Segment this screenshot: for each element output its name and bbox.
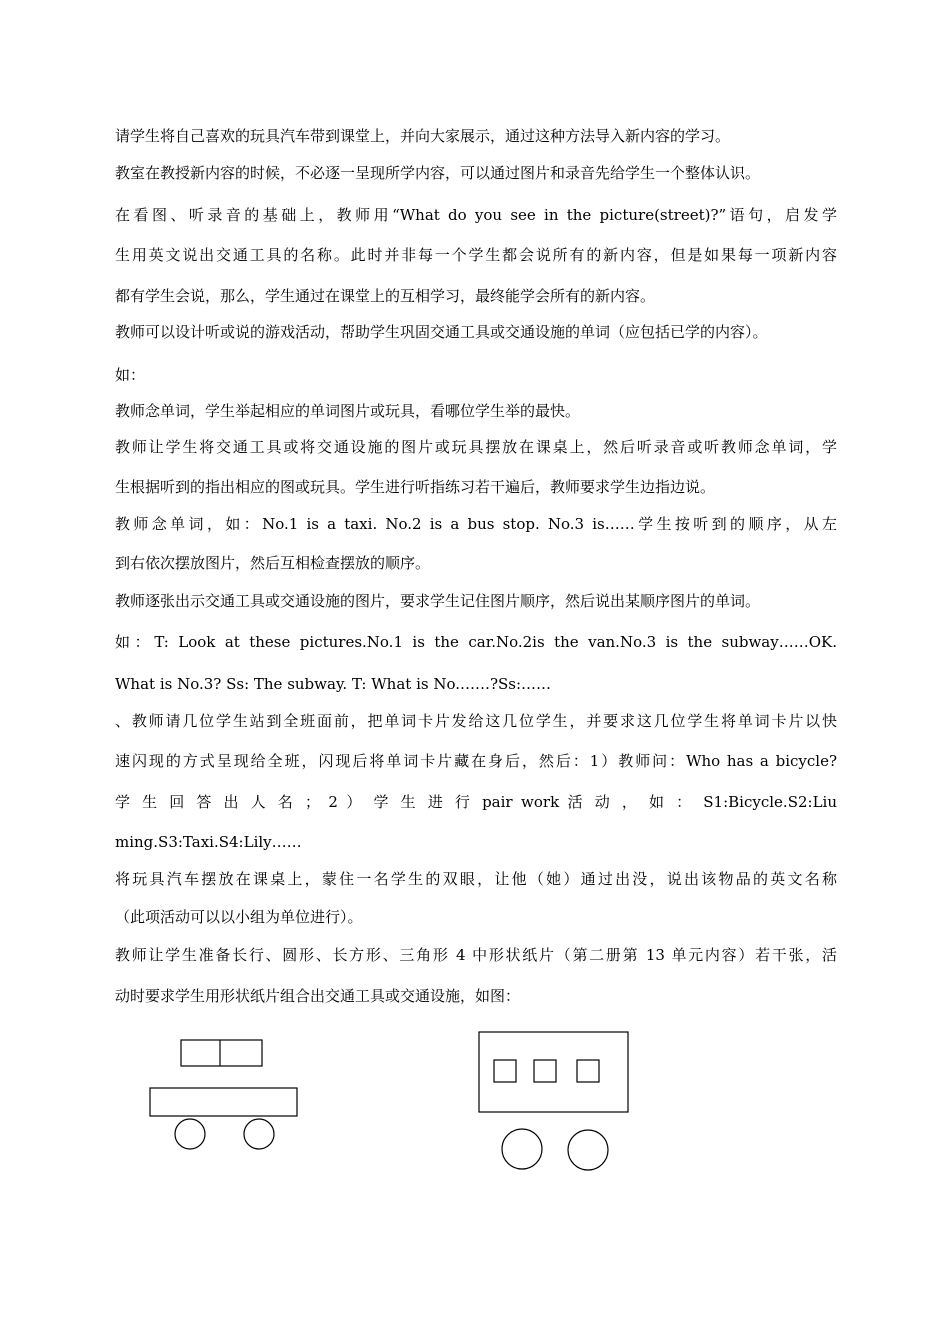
paragraph-line: （此项活动可以以小组为单位进行）。 (115, 908, 363, 926)
bus-window-square (534, 1060, 556, 1082)
car-roof-rect (181, 1040, 262, 1066)
paragraph-line: 生根据听到的指出相应的图或玩具。学生进行听指练习若干遍后，教师要求学生边指边说。 (115, 478, 716, 496)
paragraph-line: 如：T: Look at these pictures.No.1 is the car.No.2is the van.No.3 is the subway……OK. (115, 633, 837, 651)
paragraph-line: 动时要求学生用形状纸片组合出交通工具或交通设施，如图： (115, 987, 521, 1005)
bus-body-rect (479, 1032, 628, 1112)
paragraph-line: 如： (115, 366, 146, 384)
paragraph-line: What is No.3? Ss: The subway. T: What is No.……?Ss:…… (115, 675, 552, 693)
bus-wheel-circle (502, 1129, 542, 1169)
bus-figure (479, 1032, 628, 1170)
bus-window-square (494, 1060, 516, 1082)
paragraph-line: 都有学生会说，那么，学生通过在课堂上的互相学习，最终能学会所有的新内容。 (115, 287, 656, 305)
paragraph-line: 、教师请几位学生站到全班面前，把单词卡片发给这几位学生，并要求这几位学生将单词卡片以快 (115, 712, 837, 730)
paragraph-line: 教师让学生将交通工具或将交通设施的图片或玩具摆放在课桌上，然后听录音或听教师念单词，学 (115, 438, 837, 456)
car-body-rect (150, 1088, 297, 1116)
paragraph-line: 在看图、听录音的基础上，教师用“What do you see in the picture(street)?”语句，启发学 (115, 206, 837, 224)
paragraph-line: 教师让学生准备长行、圆形、长方形、三角形 4 中形状纸片（第二册第 13 单元内容）若干张，活 (115, 946, 837, 964)
paragraph-line: 请学生将自己喜欢的玩具汽车带到课堂上，并向大家展示，通过这种方法导入新内容的学习。 (115, 127, 731, 145)
paragraph-line: 教师逐张出示交通工具或交通设施的图片，要求学生记住图片顺序，然后说出某顺序图片的单词。 (115, 592, 761, 610)
paragraph-line: ming.S3:Taxi.S4:Lily…… (115, 833, 302, 851)
shape-vehicle-figures (140, 1028, 640, 1178)
paragraph-line: 到右依次摆放图片，然后互相检查摆放的顺序。 (115, 554, 431, 572)
paragraph-line: 教师念单词，学生举起相应的单词图片或玩具，看哪位学生举的最快。 (115, 402, 581, 420)
paragraph-line: 生用英文说出交通工具的名称。此时并非每一个学生都会说所有的新内容，但是如果每一项新内容 (115, 246, 837, 264)
paragraph-line: 教师可以设计听或说的游戏活动，帮助学生巩固交通工具或交通设施的单词（应包括已学的内容）。 (115, 323, 768, 341)
bus-window-square (577, 1060, 599, 1082)
paragraph-line: 教师念单词，如：No.1 is a taxi. No.2 is a bus stop. No.3 is……学生按听到的顺序，从左 (115, 515, 837, 533)
car-wheel-circle (244, 1119, 274, 1149)
car-wheel-circle (175, 1119, 205, 1149)
paragraph-line: 速闪现的方式呈现给全班，闪现后将单词卡片藏在身后，然后：1）教师问：Who has a bicycle? (115, 752, 837, 770)
paragraph-line: 将玩具汽车摆放在课桌上，蒙住一名学生的双眼，让他（她）通过出没，说出该物品的英文名称 (115, 870, 837, 888)
paragraph-line: 学 生 回 答 出 人 名 ； 2 ） 学 生 进 行 pair work 活 动 ， 如 ： S1:Bicycle.S2:Liu (115, 793, 837, 811)
car-figure (150, 1040, 297, 1149)
bus-wheel-circle (568, 1130, 608, 1170)
paragraph-line: 教室在教授新内容的时候，不必逐一呈现所学内容，可以通过图片和录音先给学生一个整体认识。 (115, 164, 761, 182)
